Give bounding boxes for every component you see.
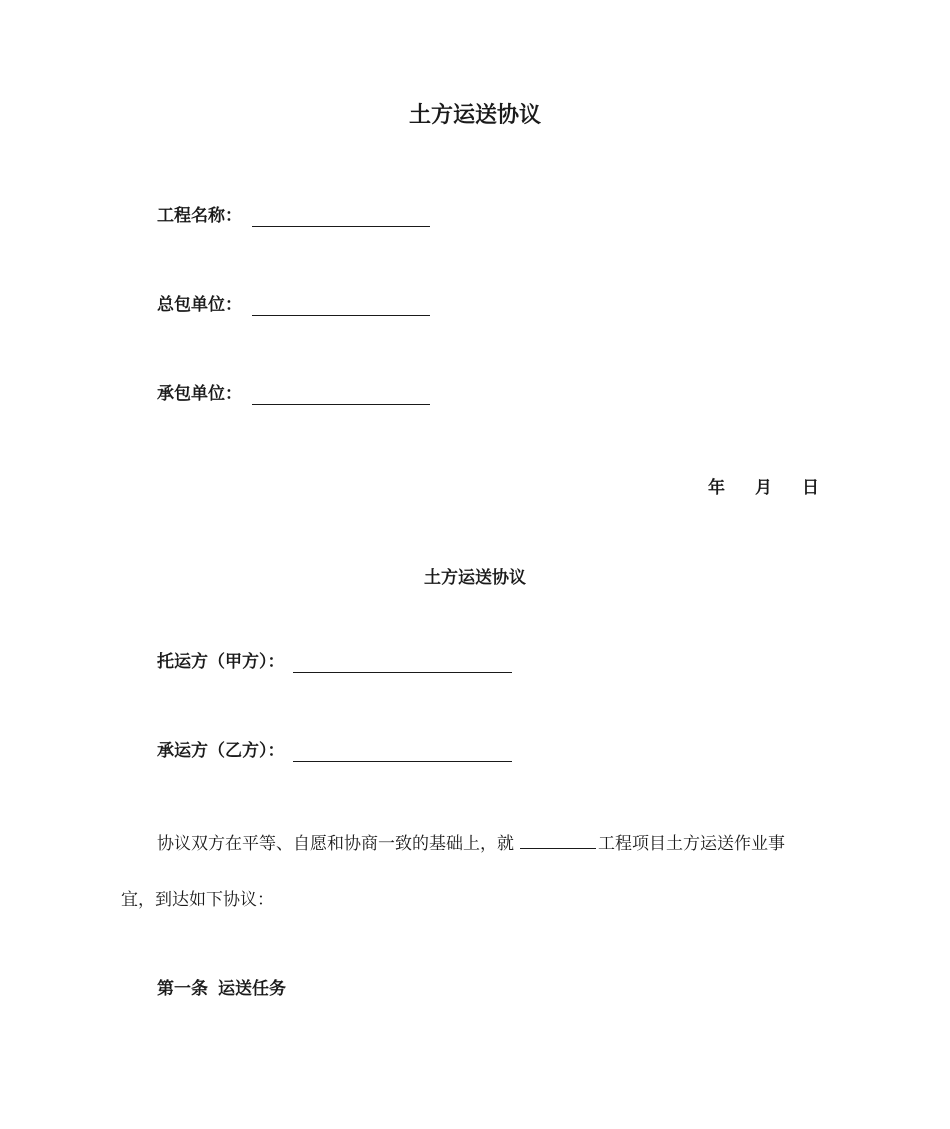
intro-project-blank[interactable] <box>520 831 596 849</box>
subcontractor-field <box>157 383 430 405</box>
date-year: 年 <box>708 478 725 498</box>
article-1-heading <box>157 974 286 999</box>
article-1-title: 运送任务 <box>218 979 286 999</box>
party-b-field <box>157 740 512 762</box>
project-name-blank[interactable] <box>252 206 430 227</box>
date-month: 月 <box>755 478 772 498</box>
party-a-label: 托运方（甲方）： <box>157 652 285 672</box>
party-a-blank[interactable] <box>293 652 512 673</box>
subcontractor-label: 承包单位： <box>157 384 242 404</box>
party-a-field <box>157 651 512 673</box>
intro-paragraph-line2: 宜，到达如下协议： <box>121 890 274 910</box>
party-b-blank[interactable] <box>293 741 512 762</box>
project-name-field <box>157 205 430 227</box>
date-day: 日 <box>802 478 819 498</box>
date-line <box>708 473 819 498</box>
project-name-label: 工程名称： <box>157 206 242 226</box>
party-b-label: 承运方（乙方）： <box>157 741 285 761</box>
general-contractor-label: 总包单位： <box>157 295 242 315</box>
document-title: 土方运送协议 <box>408 103 541 128</box>
intro-text-before: 协议双方在平等、自愿和协商一致的基础上，就 <box>157 834 514 854</box>
article-1-number: 第一条 <box>157 979 208 999</box>
document-subtitle: 土方运送协议 <box>424 568 526 588</box>
general-contractor-field <box>157 294 430 316</box>
intro-text-after: 工程项目土方运送作业事 <box>598 834 785 854</box>
general-contractor-blank[interactable] <box>252 295 430 316</box>
intro-paragraph-line1 <box>157 829 785 854</box>
subcontractor-blank[interactable] <box>252 384 430 405</box>
